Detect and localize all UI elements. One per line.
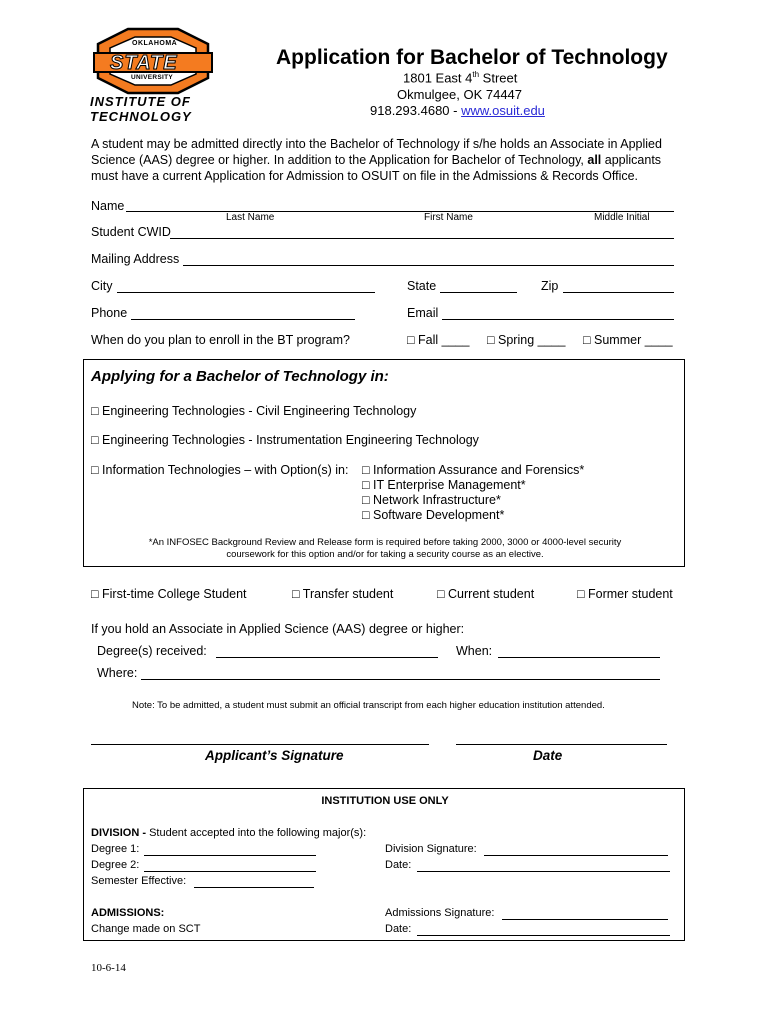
address-street — [403, 70, 517, 85]
division-label: DIVISION - — [91, 827, 150, 839]
city-field[interactable] — [117, 292, 375, 293]
semester-effective-field[interactable] — [194, 887, 314, 888]
name-field[interactable] — [126, 211, 674, 212]
revision-date: 10-6-14 — [91, 962, 126, 974]
division-text: Student accepted into the following major(s): — [149, 827, 367, 839]
fall-checkbox[interactable]: □ Fall ____ — [407, 333, 470, 347]
zip-field[interactable] — [563, 292, 674, 293]
admissions-signature-label: Admissions Signature: — [385, 907, 495, 919]
infosec-note-line2: coursework for this option and/or for taking a security course as an elective. — [226, 549, 544, 560]
intro-line2-start: Science (AAS) degree or higher. In addition to the Application for Bachelor of Technology, — [91, 153, 588, 167]
instrumentation-option[interactable]: □ Engineering Technologies - Instrumentation Engineering Technology — [91, 433, 479, 447]
transfer-checkbox[interactable]: □ Transfer student — [292, 587, 394, 601]
last-name-caption: Last Name — [226, 212, 275, 223]
degree1-label: Degree 1: — [91, 843, 140, 855]
information-technologies-option[interactable]: □ Information Technologies – with Option(s) in: — [91, 463, 349, 477]
division-signature-field[interactable] — [484, 855, 668, 856]
applicant-signature-label: Applicant’s Signature — [205, 748, 344, 763]
middle-initial-caption: Middle Initial — [594, 212, 650, 223]
degree2-label: Degree 2: — [91, 859, 140, 871]
aas-question: If you hold an Associate in Applied Science (AAS) degree or higher: — [91, 622, 465, 636]
applicant-signature-line[interactable] — [91, 744, 429, 745]
where-label: Where: — [97, 666, 138, 680]
intro-line1: A student may be admitted directly into the Bachelor of Technology if s/he holds an Associate in Applied — [91, 137, 662, 151]
civil-engineering-option[interactable]: □ Engineering Technologies - Civil Engineering Technology — [91, 404, 417, 418]
semester-effective-label: Semester Effective: — [91, 875, 187, 887]
zip-label: Zip — [541, 279, 559, 293]
degree1-field[interactable] — [144, 855, 316, 856]
division-date-label: Date: — [385, 859, 412, 871]
degrees-label: Degree(s) received: — [97, 644, 207, 658]
infosec-note-line1: *An INFOSEC Background Review and Release form is required before taking 2000, 3000 or 4000-level security — [148, 537, 622, 548]
logo-line1: INSTITUTE OF — [90, 94, 191, 109]
address-city: Okmulgee, OK 74447 — [397, 87, 523, 102]
date-line[interactable] — [456, 744, 667, 745]
email-field[interactable] — [442, 319, 674, 320]
when-label: When: — [456, 644, 493, 658]
division-signature-label: Division Signature: — [385, 843, 477, 855]
email-label: Email — [407, 306, 439, 320]
enroll-question: When do you plan to enroll in the BT program? — [91, 333, 350, 347]
state-field[interactable] — [440, 292, 517, 293]
admissions-date-field[interactable] — [417, 935, 670, 936]
mailing-address-label: Mailing Address — [91, 252, 180, 266]
date-label: Date — [533, 748, 563, 763]
address-phone — [370, 103, 545, 118]
admissions-date-label: Date: — [385, 923, 412, 935]
it-option-enterprise[interactable]: □ IT Enterprise Management* — [362, 478, 526, 492]
degree2-field[interactable] — [144, 871, 316, 872]
division-date-field[interactable] — [417, 871, 670, 872]
change-made-label: Change made on SCT — [91, 923, 201, 935]
street-number: 1801 East 4 — [403, 70, 473, 86]
it-option-software[interactable]: □ Software Development* — [362, 508, 505, 522]
state-label: State — [407, 279, 437, 293]
phone-field[interactable] — [131, 319, 355, 320]
first-name-caption: First Name — [424, 212, 473, 223]
cwid-label: Student CWID — [91, 225, 171, 239]
logo-state-word: STATE — [110, 52, 178, 74]
cwid-field[interactable] — [170, 238, 674, 239]
degrees-field[interactable] — [216, 657, 438, 658]
it-option-network[interactable]: □ Network Infrastructure* — [362, 493, 501, 507]
phone-label: Phone — [91, 306, 128, 320]
institution-heading: INSTITUTION USE ONLY — [321, 795, 449, 807]
logo-top-text: OKLAHOMA — [132, 40, 178, 47]
osu-logo — [88, 26, 218, 126]
transcript-note: Note: To be admitted, a student must submit an official transcript from each higher education institution attended. — [132, 700, 605, 711]
where-field[interactable] — [141, 679, 660, 680]
intro-emphasis: all — [587, 153, 602, 167]
program-heading: Applying for a Bachelor of Technology in: — [91, 368, 389, 385]
intro-line2 — [91, 153, 661, 167]
logo-bottom-text: UNIVERSITY — [131, 74, 174, 81]
logo-line2: TECHNOLOGY — [90, 109, 192, 124]
street-suffix: th — [472, 70, 480, 79]
page-title: Application for Bachelor of Technology — [276, 46, 668, 69]
intro-line2-end: applicants — [601, 153, 662, 167]
first-time-checkbox[interactable]: □ First-time College Student — [91, 587, 247, 601]
website-link[interactable]: www.osuit.edu — [461, 103, 545, 118]
name-label: Name — [91, 199, 125, 213]
it-option-assurance[interactable]: □ Information Assurance and Forensics* — [362, 463, 585, 477]
summer-checkbox[interactable]: □ Summer ____ — [583, 333, 673, 347]
when-field[interactable] — [498, 657, 660, 658]
city-label: City — [91, 279, 113, 293]
admissions-signature-field[interactable] — [502, 919, 668, 920]
current-checkbox[interactable]: □ Current student — [437, 587, 535, 601]
intro-line3: must have a current Application for Admission to OSUIT on file in the Admissions & Records Office. — [91, 169, 639, 183]
mailing-address-field[interactable] — [183, 265, 674, 266]
former-checkbox[interactable]: □ Former student — [577, 587, 673, 601]
phone-number: 918.293.4680 - — [370, 103, 462, 118]
admissions-label: ADMISSIONS: — [91, 907, 165, 919]
spring-checkbox[interactable]: □ Spring ____ — [487, 333, 566, 347]
street-name: Street — [479, 70, 518, 86]
division-line — [91, 827, 366, 839]
